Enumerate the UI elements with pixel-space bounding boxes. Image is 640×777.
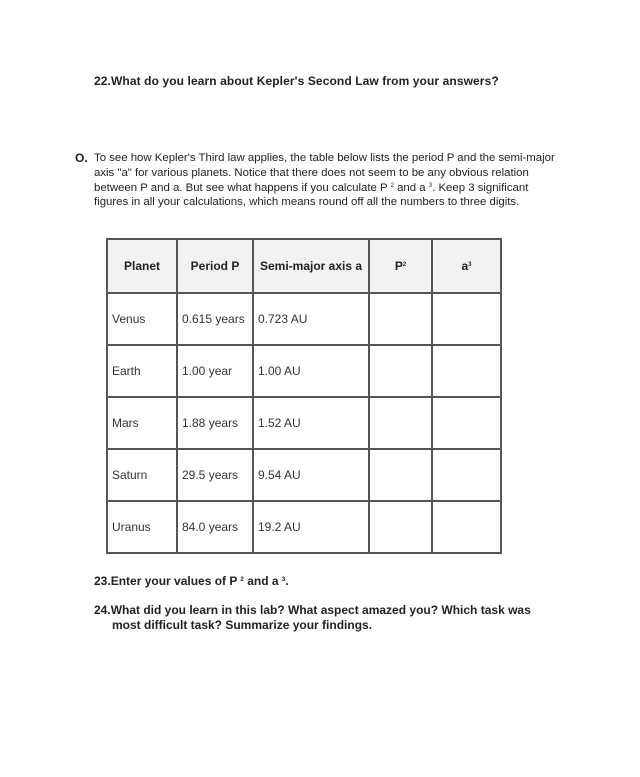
header-semi-major-axis: Semi-major axis a bbox=[253, 239, 369, 293]
cell-axis: 9.54 AU bbox=[253, 449, 369, 501]
cell-a-cubed[interactable] bbox=[432, 397, 501, 449]
question-23-superscript-3: 3 bbox=[281, 577, 286, 583]
header-a-exponent: 3 bbox=[468, 262, 472, 268]
section-o-text bbox=[94, 151, 565, 210]
table-row bbox=[107, 397, 501, 449]
question-22-number: 22. bbox=[94, 74, 111, 88]
question-24-line2: most difficult task? Summarize your findings. bbox=[112, 617, 373, 632]
cell-period: 84.0 years bbox=[177, 501, 253, 553]
table-row bbox=[107, 501, 501, 553]
header-p-exponent: 2 bbox=[402, 262, 407, 268]
question-22-text: What do you learn about Kepler's Second Law from your answers? bbox=[110, 74, 499, 88]
question-23-superscript-2: 2 bbox=[240, 577, 244, 583]
question-23-text-part2: and a bbox=[243, 574, 282, 588]
cell-a-cubed[interactable] bbox=[432, 345, 501, 397]
header-planet: Planet bbox=[107, 239, 177, 293]
cell-planet: Earth bbox=[107, 345, 177, 397]
cell-p-squared[interactable] bbox=[369, 397, 432, 449]
table-row bbox=[107, 449, 501, 501]
section-o-instructions bbox=[75, 151, 565, 210]
header-p-base: P bbox=[394, 259, 403, 273]
question-23-text-part1: Enter your values of P bbox=[110, 574, 241, 588]
cell-a-cubed[interactable] bbox=[432, 293, 501, 345]
cell-a-cubed[interactable] bbox=[432, 449, 501, 501]
cell-planet: Venus bbox=[107, 293, 177, 345]
cell-axis: 0.723 AU bbox=[253, 293, 369, 345]
cell-p-squared[interactable] bbox=[369, 345, 432, 397]
cell-axis: 19.2 AU bbox=[253, 501, 369, 553]
header-period: Period P bbox=[177, 239, 253, 293]
question-24 bbox=[94, 603, 564, 632]
header-a-cubed bbox=[432, 239, 501, 293]
question-23-text-part3: . bbox=[285, 574, 289, 588]
section-o-text-part2: and a bbox=[393, 181, 429, 194]
cell-p-squared[interactable] bbox=[369, 293, 432, 345]
cell-planet: Mars bbox=[107, 397, 177, 449]
question-23-number: 23. bbox=[94, 574, 111, 588]
cell-p-squared[interactable] bbox=[369, 449, 432, 501]
cell-p-squared[interactable] bbox=[369, 501, 432, 553]
section-o-superscript-3: 3 bbox=[428, 182, 433, 189]
cell-planet: Uranus bbox=[107, 501, 177, 553]
table-row bbox=[107, 293, 501, 345]
header-a-base: a bbox=[461, 259, 469, 273]
cell-period: 0.615 years bbox=[177, 293, 253, 345]
cell-period: 1.00 year bbox=[177, 345, 253, 397]
section-o-text-part1: To see how Kepler's Third law applies, the table below lists the period P and the semi-major axis "a" for various planets. Notice that there does not seem to be any obvious relation between P and a. But see what happens if you calculate P bbox=[94, 152, 555, 194]
cell-a-cubed[interactable] bbox=[432, 501, 501, 553]
section-o-text-part3: . Keep 3 significant figures in all your calculations, which means round off all the numbers to three digits. bbox=[94, 181, 529, 209]
table-row bbox=[107, 345, 501, 397]
cell-planet: Saturn bbox=[107, 449, 177, 501]
table-header-row bbox=[107, 239, 501, 293]
question-22 bbox=[94, 74, 499, 88]
kepler-third-law-table bbox=[106, 238, 502, 554]
cell-period: 29.5 years bbox=[177, 449, 253, 501]
cell-period: 1.88 years bbox=[177, 397, 253, 449]
section-o-superscript-2: 2 bbox=[390, 182, 394, 189]
question-24-number: 24. bbox=[94, 603, 111, 617]
cell-axis: 1.00 AU bbox=[253, 345, 369, 397]
question-24-line1: What did you learn in this lab? What aspect amazed you? Which task was bbox=[110, 603, 531, 617]
question-23 bbox=[94, 574, 289, 588]
cell-axis: 1.52 AU bbox=[253, 397, 369, 449]
header-p-squared bbox=[369, 239, 432, 293]
section-o-marker: O. bbox=[75, 151, 88, 165]
